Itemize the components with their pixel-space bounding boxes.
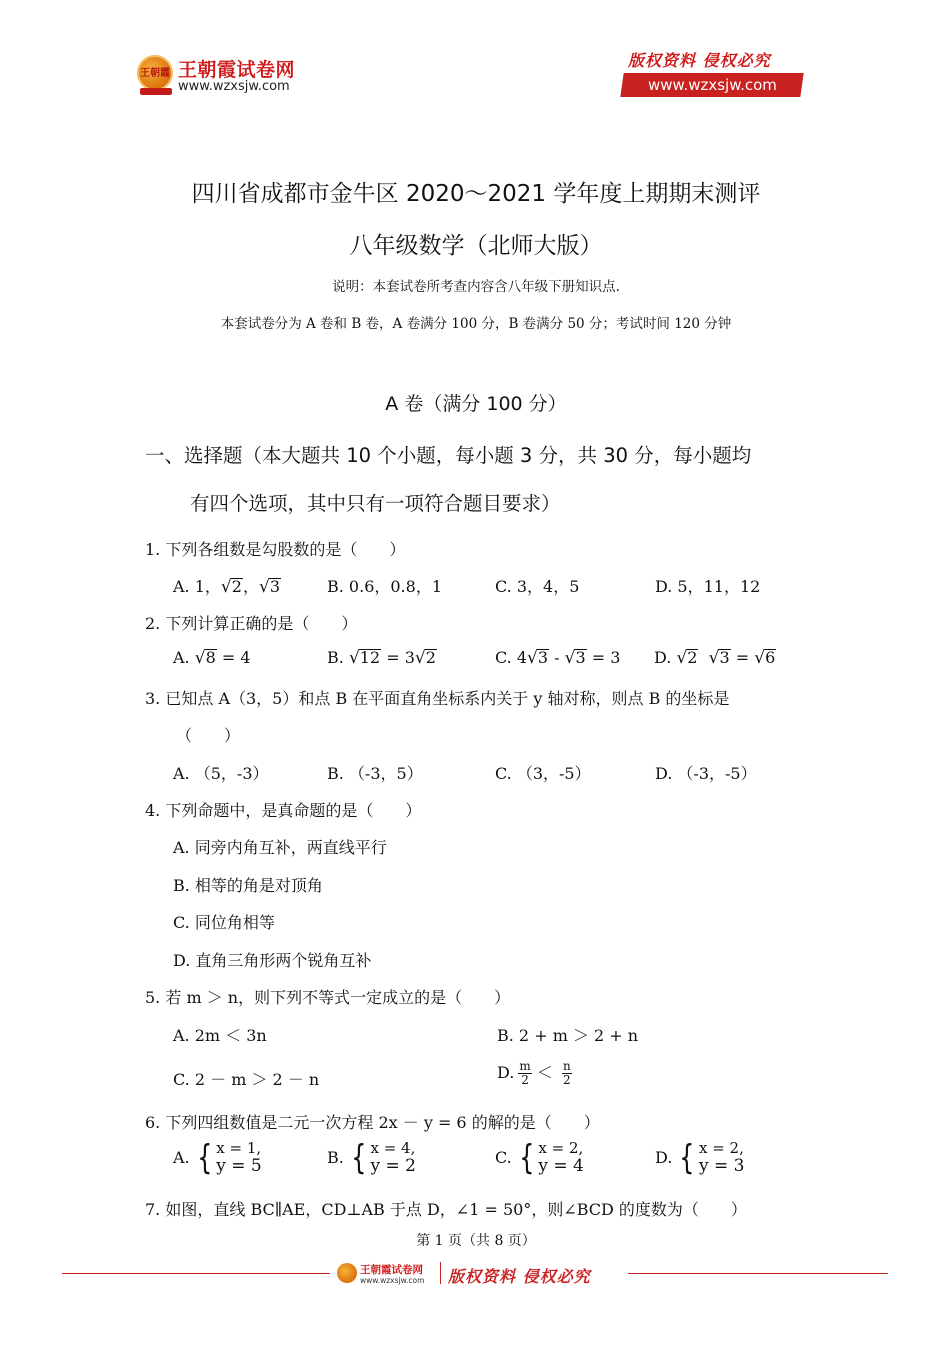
fraction-numerator: n (562, 1059, 571, 1074)
question-5-option-d (497, 1060, 572, 1087)
q2-a-radicand: 8 (205, 648, 216, 667)
q2-c-radicand: 3 (537, 648, 549, 667)
brand-name: 王朝霞试卷网 (178, 59, 296, 81)
q6-d-label: D. (655, 1147, 673, 1167)
q5-d-operator: ＜ (536, 1063, 553, 1082)
logo-badge-text: 王朝霞 (140, 68, 170, 79)
footer-brand-name: 王朝霞试卷网 (360, 1264, 423, 1276)
question-2-option-a (173, 648, 251, 668)
question-2-option-c (495, 648, 620, 668)
fraction-m-over-2 (518, 1060, 531, 1086)
footer-copyright: 版权资料 侵权必究 (448, 1267, 591, 1286)
logo-ribbon (140, 88, 172, 95)
question-7-stem: 7. 如图，直线 BC∥AE，CD⊥AB 于点 D，∠1 = 50°，则∠BCD 的度数为（ ） (145, 1200, 747, 1219)
question-1-option-b: B. 0.6，0.8，1 (327, 577, 443, 596)
question-1-option-d: D. 5，11，12 (655, 577, 761, 596)
brand-url[interactable]: www.wzxsjw.com (178, 79, 290, 94)
brace-symbol: { (679, 1138, 695, 1179)
sqrt-symbol: √ (676, 648, 688, 668)
question-3-option-a: A. （5，-3） (173, 764, 269, 783)
part1-heading: 一、选择题（本大题共 10 个小题，每小题 3 分，共 30 分，每小题均 (145, 444, 752, 467)
brace-symbol: { (519, 1138, 535, 1179)
question-6-option-b (327, 1140, 416, 1177)
equation-system (516, 1140, 584, 1177)
footer-logo-icon (337, 1263, 357, 1283)
brand-logo-icon (137, 55, 173, 91)
url-banner-text: www.wzxsjw.com (647, 76, 777, 94)
question-5-option-b: B. 2 + m ＞ 2 + n (497, 1026, 639, 1045)
q2-d-radicand-3: 6 (765, 648, 776, 667)
equation-system (348, 1140, 416, 1177)
sqrt-symbol: √ (708, 648, 720, 668)
question-1-stem: 1. 下列各组数是勾股数的是（ ） (145, 540, 406, 559)
question-6-option-a (173, 1140, 262, 1177)
q1-a-sep: ， (242, 577, 259, 596)
question-6-option-c (495, 1140, 584, 1177)
url-banner[interactable] (620, 73, 803, 97)
q6-a-label: A. (173, 1147, 190, 1167)
question-4-option-d: D. 直角三角形两个锐角互补 (173, 951, 372, 970)
q2-d-radicand-1: 2 (687, 648, 698, 667)
brace-symbol: { (196, 1138, 213, 1179)
q6-b-label: B. (327, 1147, 344, 1167)
q2-c-rest: = 3 (586, 648, 621, 667)
fraction-numerator: m (519, 1059, 531, 1074)
page-number: 第 1 页（共 8 页） (416, 1233, 536, 1249)
q1-a-radicand-1: 2 (231, 577, 242, 596)
q1-a-prefix: A. 1， (173, 577, 221, 596)
sqrt-symbol: √ (564, 648, 576, 668)
system-row-2: y = 5 (216, 1156, 262, 1177)
section-a-heading: A 卷（满分 100 分） (385, 393, 567, 415)
question-2-option-b (327, 648, 437, 668)
system-row-2: y = 2 (370, 1156, 416, 1177)
question-4-option-a: A. 同旁内角互补，两直线平行 (173, 838, 387, 857)
footer-divider-right (628, 1273, 888, 1274)
q2-b-prefix: B. (327, 648, 349, 667)
question-5-option-c: C. 2 － m ＞ 2 － n (173, 1070, 320, 1089)
system-row-1: x = 2, (538, 1139, 584, 1157)
q2-a-prefix: A. (173, 648, 195, 667)
sqrt-symbol: √ (414, 648, 426, 668)
q2-c-radicand-2: 3 (575, 648, 586, 667)
system-row-1: x = 1, (216, 1139, 262, 1157)
question-4-option-b: B. 相等的角是对顶角 (173, 876, 323, 895)
equation-system (194, 1140, 262, 1177)
question-5-stem: 5. 若 m ＞ n，则下列不等式一定成立的是（ ） (145, 988, 511, 1007)
system-row-1: x = 4, (370, 1139, 416, 1157)
q2-b-radicand: 12 (359, 648, 381, 667)
exam-subtitle: 八年级数学（北师大版） (349, 233, 603, 259)
question-3-stem-cont: （ ） (176, 726, 241, 745)
q2-d-radicand-2: 3 (719, 648, 730, 667)
question-1-option-a (173, 574, 281, 597)
q2-d-eq: = (730, 648, 755, 667)
question-3-stem: 3. 已知点 A（3，5）和点 B 在平面直角坐标系内关于 y 轴对称，则点 B 的坐标是 (145, 689, 730, 708)
sqrt-symbol: √ (527, 648, 538, 668)
question-6-stem: 6. 下列四组数值是二元一次方程 2x － y = 6 的解的是（ ） (145, 1113, 600, 1132)
footer-brand-url[interactable]: www.wzxsjw.com (360, 1276, 425, 1285)
footer-separator (440, 1262, 441, 1284)
q2-b-mid: = 3 (381, 648, 415, 667)
q2-c-prefix: C. 4 (495, 648, 528, 667)
sqrt-symbol: √ (194, 648, 206, 668)
brace-symbol: { (351, 1138, 367, 1179)
q1-a-radicand-2: 3 (269, 577, 280, 596)
q2-b-radicand-2: 2 (425, 648, 436, 667)
question-3-option-d: D. （-3，-5） (655, 764, 757, 783)
exam-note-2: 本套试卷分为 A 卷和 B 卷，A 卷满分 100 分，B 卷满分 50 分；考试时间 120 分钟 (220, 316, 732, 332)
q2-d-prefix: D. (654, 648, 677, 667)
fraction-n-over-2 (562, 1060, 572, 1086)
question-1-option-c: C. 3，4，5 (495, 577, 580, 596)
system-row-1: x = 2, (698, 1139, 744, 1157)
q6-c-label: C. (495, 1147, 512, 1167)
fraction-denominator: 2 (521, 1073, 529, 1087)
question-5-option-a: A. 2m ＜ 3n (173, 1026, 267, 1045)
sqrt-symbol: √ (220, 577, 232, 597)
sqrt-symbol: √ (754, 648, 766, 668)
question-6-option-d (655, 1140, 744, 1177)
system-row-2: y = 3 (698, 1156, 745, 1177)
system-row-2: y = 4 (538, 1156, 584, 1177)
sqrt-symbol: √ (258, 577, 270, 597)
footer-divider-left (62, 1273, 330, 1274)
equation-system (676, 1140, 744, 1177)
question-3-option-c: C. （3，-5） (495, 764, 591, 783)
fraction-denominator: 2 (562, 1073, 571, 1087)
sqrt-symbol: √ (348, 648, 360, 668)
question-3-option-b: B. （-3，5） (327, 764, 423, 783)
part1-heading-cont: 有四个选项，其中只有一项符合题目要求） (190, 492, 561, 515)
q2-c-mid: - (549, 648, 565, 667)
q5-d-prefix: D. (497, 1063, 515, 1082)
question-4-option-c: C. 同位角相等 (173, 913, 275, 932)
q2-a-rest: = 4 (216, 648, 251, 667)
question-4-stem: 4. 下列命题中，是真命题的是（ ） (145, 801, 422, 820)
question-2-stem: 2. 下列计算正确的是（ ） (145, 614, 358, 633)
exam-title: 四川省成都市金牛区 2020～2021 学年度上期期末测评 (191, 181, 761, 207)
question-2-option-d (654, 648, 776, 668)
exam-note-1: 说明：本套试卷所考查内容含八年级下册知识点. (332, 279, 620, 295)
copyright-notice: 版权资料 侵权必究 (628, 51, 771, 70)
